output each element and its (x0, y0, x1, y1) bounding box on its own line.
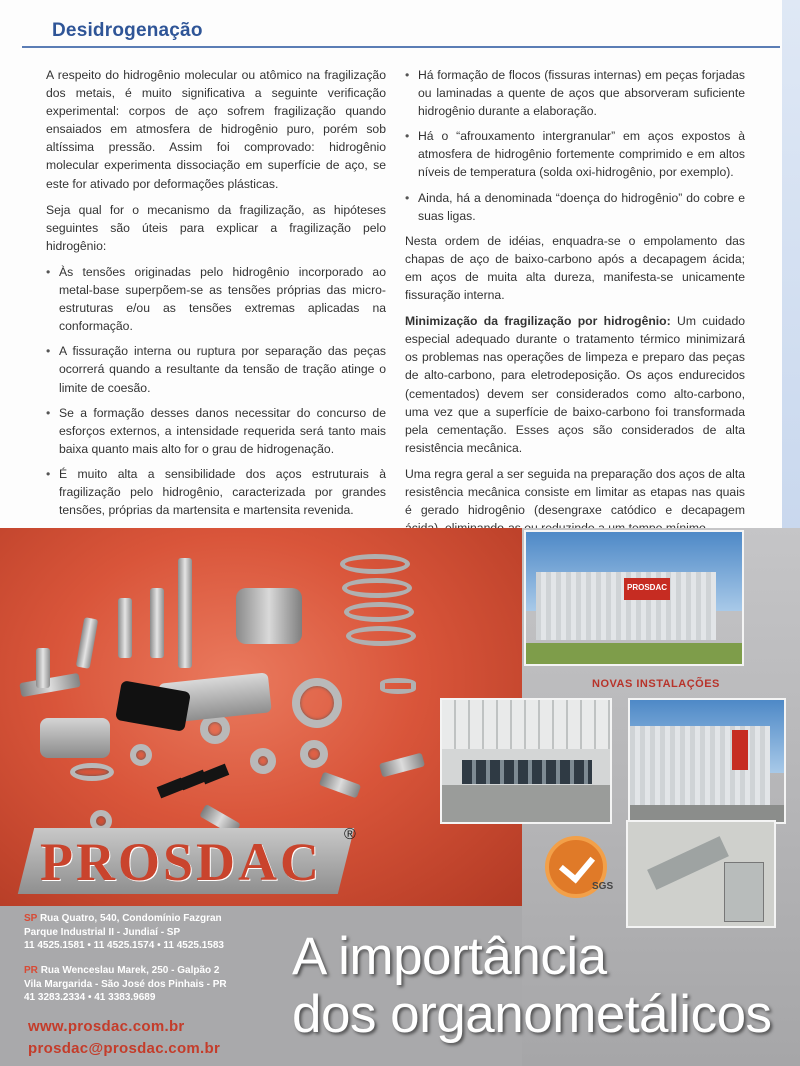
brand-logo: PROSDAC (40, 832, 323, 892)
section-title: Desidrogenação (52, 20, 203, 41)
bushing-image (236, 588, 302, 644)
bolt-image (319, 772, 361, 799)
building-photo (628, 698, 786, 824)
building-sign (732, 730, 748, 770)
sgs-label: SGS (592, 881, 614, 892)
ceiling (442, 700, 610, 749)
block-image (201, 764, 230, 785)
spring-image (344, 602, 414, 622)
bolt-image (19, 673, 81, 697)
bullet-item: • Às tensões originadas pelo hidrogênio incorporado ao metal-base superpõem-se as tensões próprias das micro-estruturas e/ou as tensões extremas aplicadas na conformação. (46, 263, 386, 335)
photo-caption: NOVAS INSTALAÇÕES (592, 678, 720, 690)
spring-image (346, 626, 416, 646)
paragraph (405, 312, 745, 457)
nut-image (292, 678, 342, 728)
paragraph: Seja qual for o mecanismo da fragilização, as hipóteses seguintes são úteis para explicar a fragilização pelo hidrogênio: (46, 202, 386, 253)
interior-photo (440, 698, 612, 824)
bolt-image (36, 648, 50, 688)
state-tag: SP (24, 913, 38, 924)
article-section (0, 0, 800, 528)
address-line: Rua Quatro, 540, Condomínio Fazgran (39, 913, 222, 924)
phone-numbers: 41 3283.2334 • 41 3383.9689 (24, 992, 156, 1003)
address-line: Vila Margarida - São José dos Pinhais - PR (24, 978, 227, 990)
nut-image (250, 748, 276, 774)
sign-text: PROSDAC (627, 583, 668, 592)
bolt-image (76, 617, 98, 669)
phone-numbers: 11 4525.1581 • 11 4525.1574 • 11 4525.1583 (24, 940, 224, 951)
bullet-item: • É muito alta a sensibilidade dos aços estruturais à fragilização pelo hidrogênio, caracterizada por grandes tensões, próprias da martensita e martensita revenida. (46, 465, 386, 519)
building-photo (524, 530, 744, 666)
nut-image (130, 744, 152, 766)
bullet-item: • Há o “afrouxamento intergranular” em aços expostos à atmosfera de hidrogênio fortemente comprimido e em altos níveis de temperatura (solda oxi-hidrogênio, por exemplo). (405, 127, 745, 181)
headline-line-1: A importância (292, 927, 607, 986)
nut-image (300, 740, 328, 768)
bolt-image (150, 588, 164, 658)
state-tag: PR (24, 965, 38, 976)
headline-line-2: dos organometálicos (292, 985, 772, 1044)
spring-image (342, 578, 412, 598)
bullet-item: • Ainda, há a denominada “doença do hidrogênio” do cobre e suas ligas. (405, 189, 745, 225)
spring-image (340, 554, 410, 574)
page-edge-strip (782, 0, 800, 528)
subheading: Minimização da fragilização por hidrogênio: (405, 314, 671, 329)
conveyor (647, 836, 729, 890)
bullet-item: • Se a formação desses danos necessitar do concurso de esforços externos, a intensidade requerida será tanto mais baixa quanto mais alto for o grau de hidrogenação. (46, 404, 386, 458)
paragraph: A respeito do hidrogênio molecular ou atômico na fragilização dos metais, é muito significativa a seguinte verificação experimental: corpos de aço sofrem fragilização quando ensaiados em atmosfera de hidrogênio puro, porém sob altíssima pressão. Assim foi comprovado: hidrogênio molecular experimenta dissociação em superfície de aço, se este for ativado por deformações plásticas. (46, 68, 386, 191)
paragraph: Uma regra geral a ser seguida na preparação dos aços de alta resistência mecânica consiste em limitar as etapas nas quais é gerado hidrogênio (desengraxe catódico e decapagem (405, 466, 745, 518)
section-header (22, 18, 780, 48)
registered-mark: ® (344, 826, 356, 843)
paragraph-text: Um cuidado especial adequado durante o tratamento térmico minimizará os problemas nas operações de limpeza e preparo das peças de alto-carbono, para eletrodeposição. Os aços endurecidos (cementados) devem ser considerados como alto-carbono, uma vez que a superfície de baixo-carbono foi transformada pela cementação. Esses aços são considerados de alta resistência mecânica. (405, 314, 745, 455)
website-link[interactable]: www.prosdac.com.br (28, 1018, 185, 1035)
email-link[interactable]: prosdac@prosdac.com.br (28, 1040, 221, 1057)
spring-image (380, 678, 416, 694)
bullet-list (405, 66, 745, 225)
paragraph: Nesta ordem de idéias, enquadra-se o empolamento das chapas de aço de baixo-carbono após a decapagem ácida; em aços de muita alta dureza, manifesta-se unicamente fissuração interna. (405, 233, 745, 303)
bracket-image (40, 718, 110, 758)
bullet-list (46, 263, 386, 562)
building-sign (624, 578, 670, 600)
bullet-item: • Há formação de flocos (fissuras internas) em peças forjadas ou laminadas a quente de aços que absorveram suficiente hidrogênio durante a elaboração. (405, 66, 745, 120)
washer-image (70, 763, 114, 781)
control-cabinet (724, 862, 764, 922)
bolt-image (379, 753, 425, 778)
right-column (405, 66, 745, 545)
floor (442, 785, 610, 822)
address-sp (24, 912, 224, 953)
bolt-image (178, 558, 192, 668)
address-line: Rua Wenceslau Marek, 250 - Galpão 2 (40, 965, 220, 976)
lawn (526, 643, 742, 664)
bolt-image (118, 598, 132, 658)
machine-photo (626, 820, 776, 928)
building (630, 726, 770, 808)
left-column (46, 66, 386, 569)
bullet-item: • A fissuração interna ou ruptura por separação das peças ocorrerá quando a resultante da tensão de tração atinge o limite de coesão. (46, 342, 386, 396)
address-pr (24, 964, 227, 1005)
production-line (462, 760, 592, 784)
advertisement (0, 528, 800, 1066)
address-line: Parque Industrial II - Jundiaí - SP (24, 926, 181, 938)
